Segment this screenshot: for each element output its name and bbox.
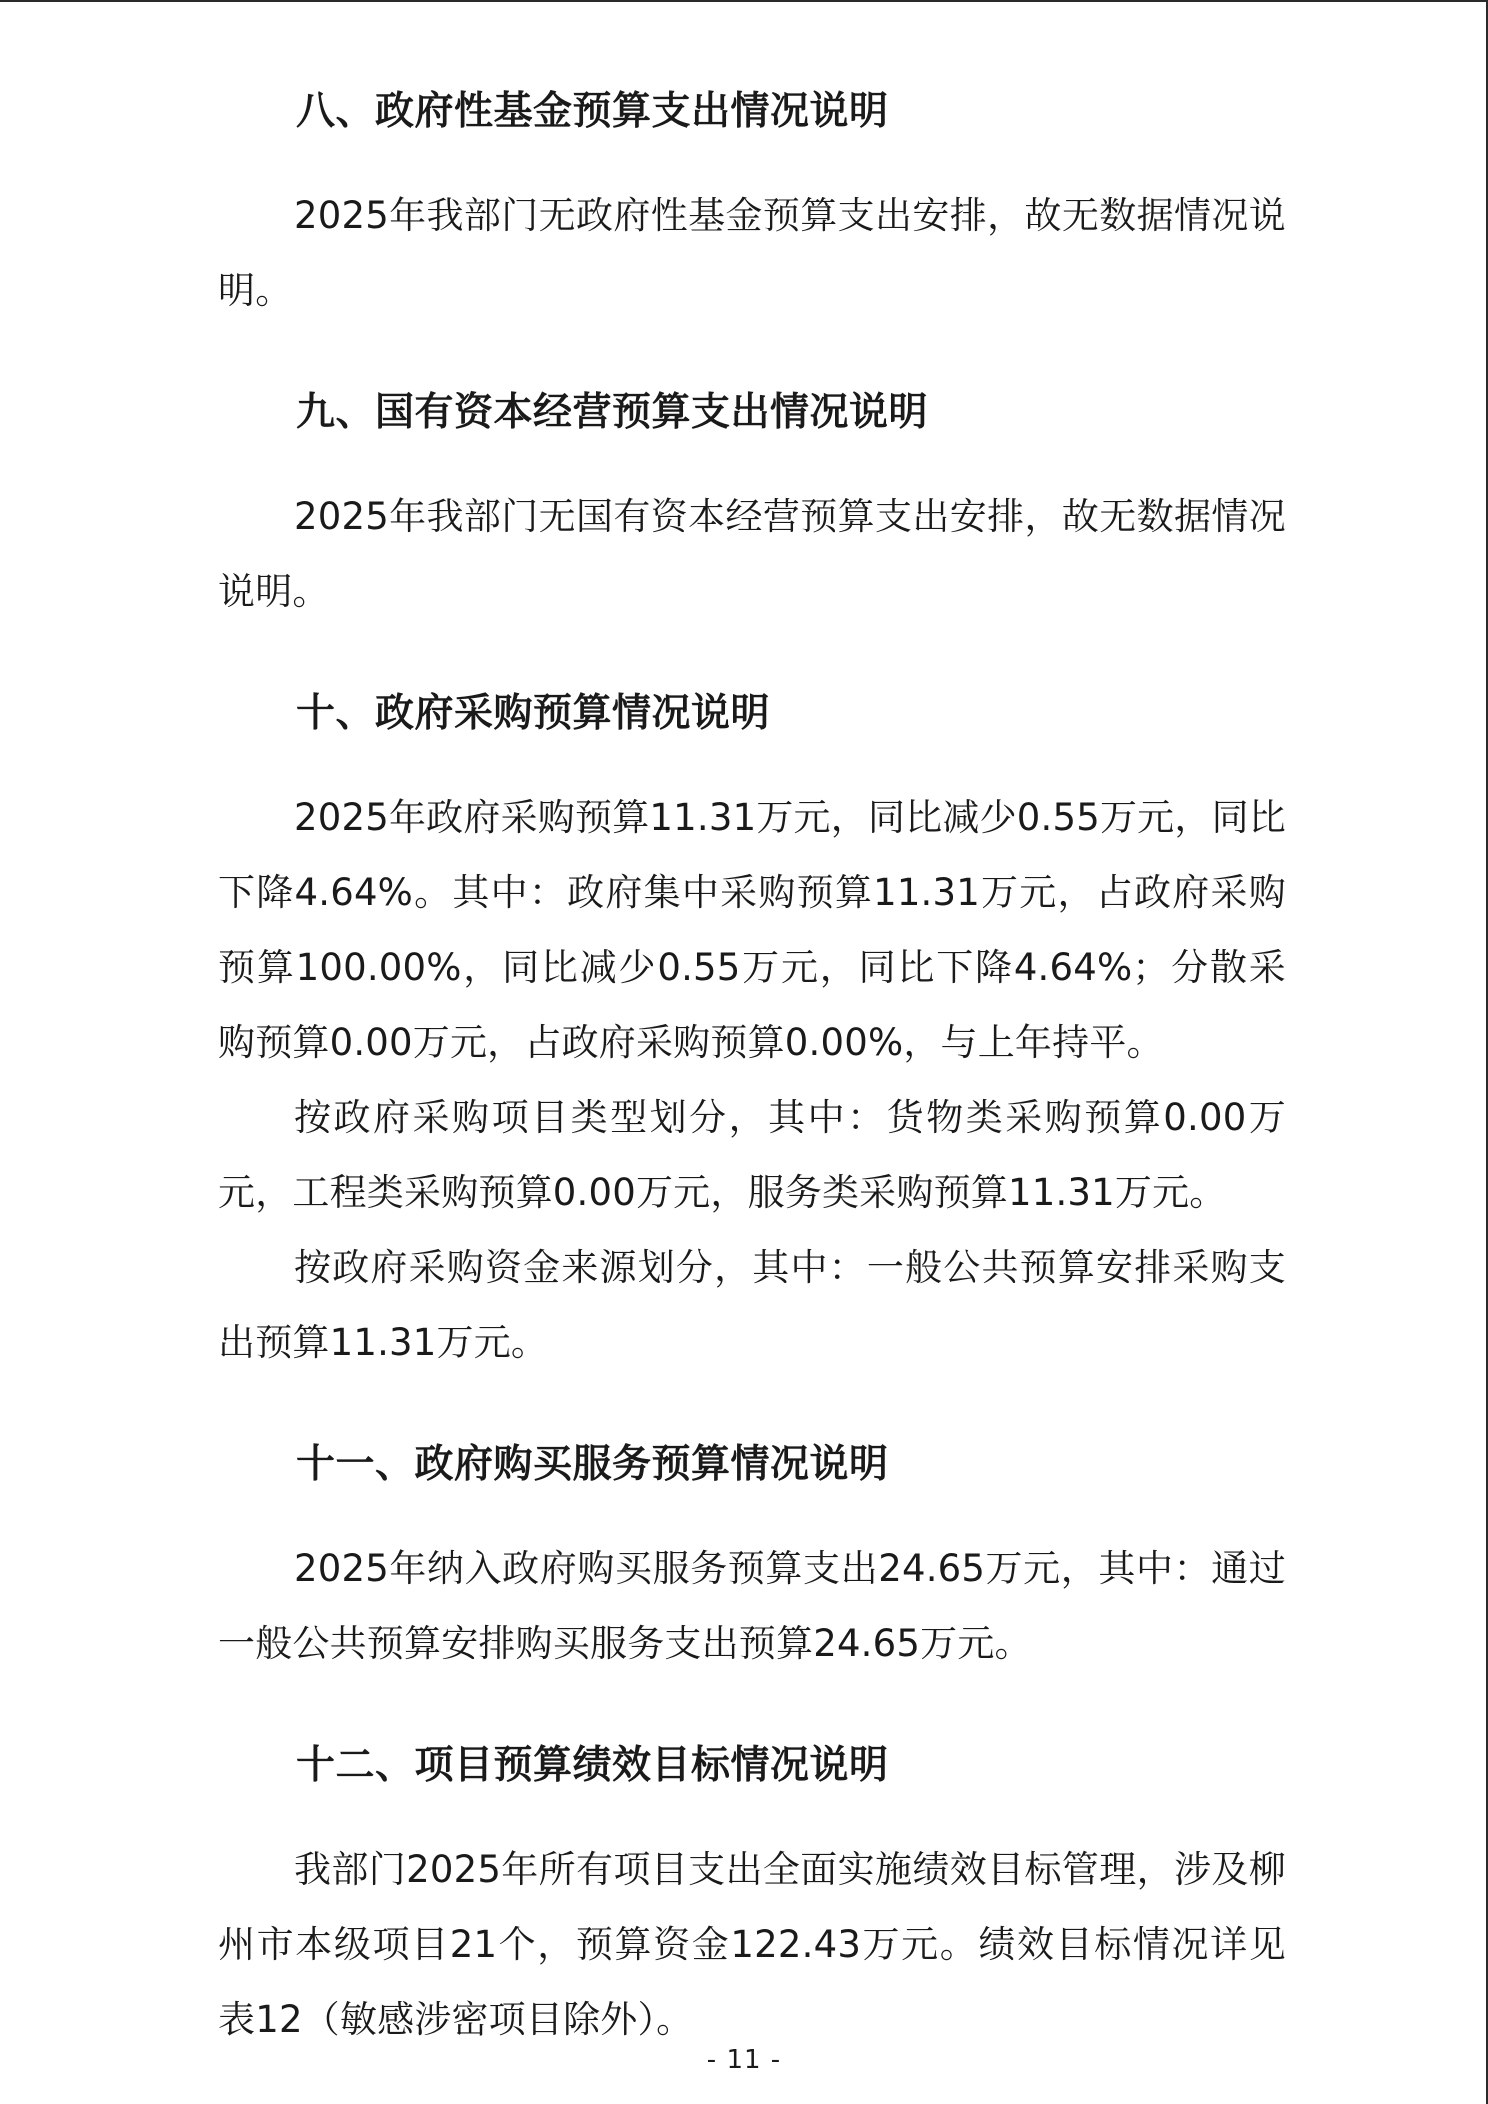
section-11-paragraph: 2025年纳入政府购买服务预算支出24.65万元，其中：通过一般公共预算安排购买服务支出预算24.65万元。 [218, 1547, 1286, 1665]
document-body [218, 82, 1286, 2057]
section-heading-8: 八、政府性基金预算支出情况说明 [296, 89, 889, 134]
top-border-line [0, 0, 1488, 2]
section-heading-11: 十一、政府购买服务预算情况说明 [296, 1442, 889, 1487]
section-10-paragraph-3: 按政府采购资金来源划分，其中：一般公共预算安排采购支出预算11.31万元。 [218, 1246, 1286, 1364]
section-12-paragraph: 我部门2025年所有项目支出全面实施绩效目标管理，涉及柳州市本级项目21个，预算资金122.43万元。绩效目标情况详见表12（敏感涉密项目除外）。 [218, 1848, 1286, 2041]
section-heading-12: 十二、项目预算绩效目标情况说明 [296, 1743, 889, 1788]
section-8-paragraph: 2025年我部门无政府性基金预算支出安排，故无数据情况说明。 [218, 194, 1286, 312]
page-number: - 11 - [706, 2045, 782, 2075]
section-heading-9: 九、国有资本经营预算支出情况说明 [296, 390, 929, 435]
section-10-paragraph-2: 按政府采购项目类型划分，其中：货物类采购预算0.00万元，工程类采购预算0.00万元，服务类采购预算11.31万元。 [218, 1096, 1286, 1214]
section-heading-10: 十、政府采购预算情况说明 [296, 691, 771, 736]
section-9-paragraph: 2025年我部门无国有资本经营预算支出安排，故无数据情况说明。 [218, 495, 1286, 613]
section-10-paragraph-1: 2025年政府采购预算11.31万元，同比减少0.55万元，同比下降4.64%。其中：政府集中采购预算11.31万元，占政府采购预算100.00%，同比减少0.55万元，同比下降4.64%；分散采购预算0.00万元，占政府采购预算0.00%，与上年持平。 [218, 796, 1286, 1064]
